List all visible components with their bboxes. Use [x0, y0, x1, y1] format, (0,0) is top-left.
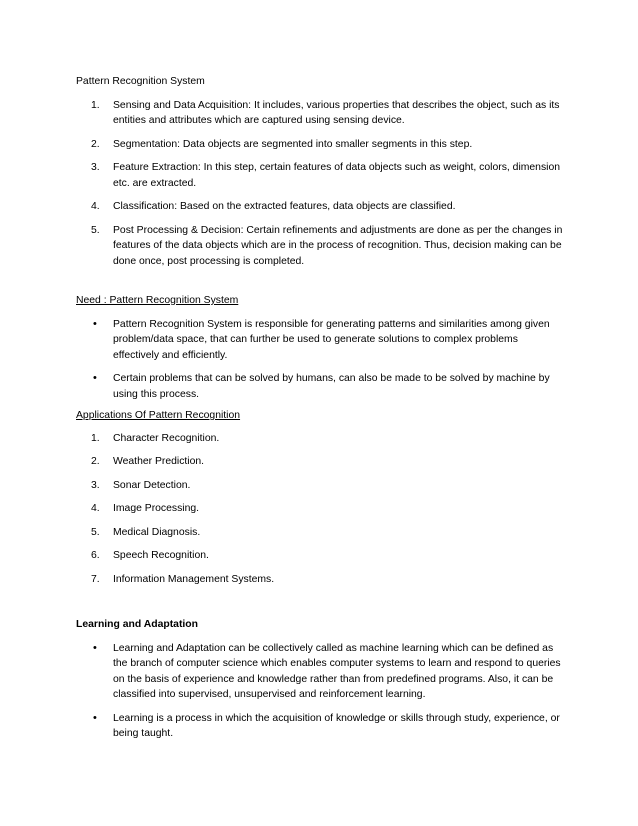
list-item — [76, 317, 566, 364]
list-item-text: Learning and Adaptation can be collectively called as machine learning which can be defined as the branch of computer science which enables computer systems to learn and respond to queries on the basis of experience and knowledge rather than from predefined programs. Also, it can be classified into supervised, unsupervised and reinforcement learning. — [113, 642, 561, 700]
list-item-text: Feature Extraction: In this step, certain features of data objects such as weight, colors, dimension etc. are extracted. — [113, 162, 561, 189]
list-item-text: Sonar Detection. — [113, 479, 191, 491]
list-item-text: Character Recognition. — [113, 432, 220, 444]
list-item — [76, 371, 566, 402]
document-content — [76, 74, 566, 742]
list-item — [76, 223, 566, 270]
list-item — [76, 137, 566, 153]
bullet-icon: • — [93, 372, 97, 384]
list-item-text: Segmentation: Data objects are segmented into smaller segments in this step. — [113, 138, 473, 150]
list-item — [76, 548, 566, 564]
list-item-text: Speech Recognition. — [113, 550, 209, 561]
list-item-text: Image Processing. — [113, 503, 200, 514]
list-number: 7. — [91, 573, 100, 585]
section-title-learning-adaptation: Learning and Adaptation — [76, 619, 198, 630]
need-bullet-list — [76, 317, 566, 403]
section-title-need: Need : Pattern Recognition System — [76, 295, 239, 306]
section-title-pattern-recognition-system: Pattern Recognition System — [76, 76, 205, 87]
list-number: 1. — [91, 432, 100, 444]
bullet-icon: • — [93, 711, 97, 724]
list-number: 1. — [91, 99, 100, 111]
list-item-text: Weather Prediction. — [113, 456, 205, 467]
steps-list — [76, 98, 566, 270]
applications-list — [76, 431, 566, 588]
list-number: 4. — [91, 503, 100, 514]
list-item-text: Learning is a process in which the acquisition of knowledge or skills through study, experience, or being taught. — [113, 712, 560, 739]
bullet-icon: • — [93, 641, 97, 654]
list-item-text: Information Management Systems. — [113, 573, 275, 585]
list-item — [76, 525, 566, 541]
bullet-icon: • — [93, 317, 97, 330]
list-item — [76, 160, 566, 191]
list-item — [76, 98, 566, 129]
list-item — [76, 572, 566, 588]
list-number: 3. — [91, 162, 100, 173]
list-item-text: Post Processing & Decision: Certain refinements and adjustments are done as per the changes in features of the data objects which are in the process of recognition. Thus, decision making can be done once, post processing is completed. — [113, 224, 563, 267]
list-number: 4. — [91, 201, 100, 212]
list-number: 2. — [91, 456, 100, 467]
list-item-text: Certain problems that can be solved by humans, can also be made to be solved by machine by using this process. — [113, 373, 550, 400]
list-item — [76, 501, 566, 517]
list-item-text: Classification: Based on the extracted features, data objects are classified. — [113, 201, 456, 212]
list-item — [76, 711, 566, 742]
list-number: 2. — [91, 138, 100, 150]
list-item — [76, 454, 566, 470]
list-item — [76, 478, 566, 494]
list-item — [76, 199, 566, 215]
list-item-text: Pattern Recognition System is responsible for generating patterns and similarities among given problem/data space, that can further be used to generate solutions to complex problems effectively and efficiently. — [113, 318, 550, 361]
list-item — [76, 641, 566, 703]
list-number: 5. — [91, 526, 100, 538]
list-item — [76, 431, 566, 447]
list-number: 3. — [91, 479, 100, 491]
list-item-text: Medical Diagnosis. — [113, 526, 201, 538]
list-number: 5. — [91, 224, 100, 236]
section-title-applications: Applications Of Pattern Recognition — [76, 410, 241, 421]
list-item-text: Sensing and Data Acquisition: It includes, various properties that describes the object, such as its entities and attributes which are captured using sensing device. — [113, 99, 560, 126]
learning-bullet-list — [76, 641, 566, 742]
list-number: 6. — [91, 550, 100, 561]
